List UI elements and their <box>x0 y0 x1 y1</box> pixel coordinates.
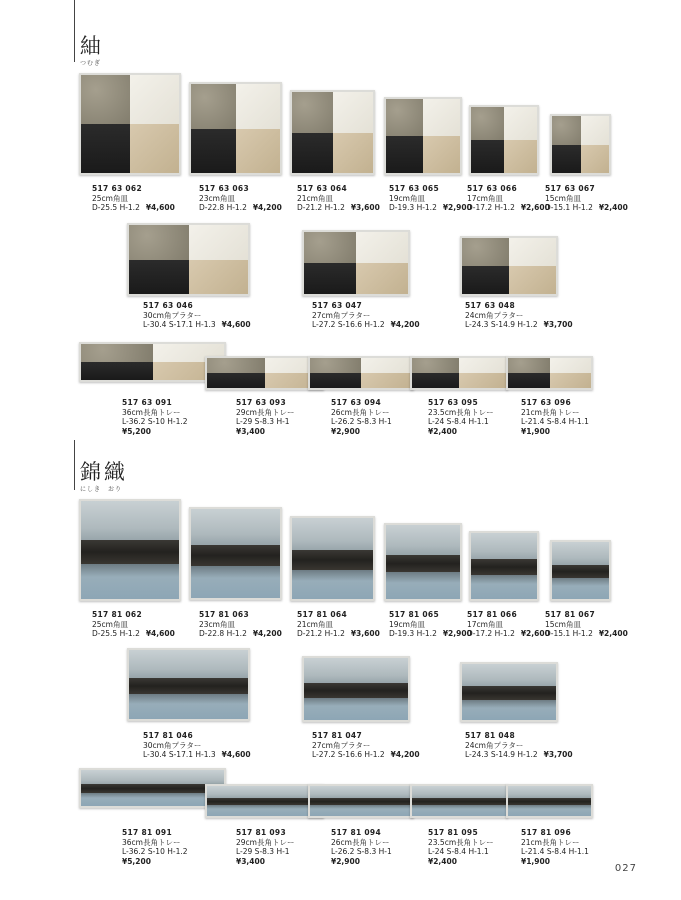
product-photo <box>469 105 539 175</box>
product-caption <box>143 731 251 760</box>
product-dimensions: L-30.4 S-17.1 H-1.3 <box>143 320 216 329</box>
product-dimensions: D-17.2 H-1.2 <box>467 203 515 212</box>
product-caption <box>467 184 550 213</box>
product-dimensions: L-27.2 S-16.6 H-1.2 <box>312 320 385 329</box>
product-photo <box>308 356 414 390</box>
product-dimensions: L-29 S-8.3 H-1 <box>236 417 290 426</box>
product-caption <box>312 301 420 330</box>
product-dimensions: L-27.2 S-16.6 H-1.2 <box>312 750 385 759</box>
product-dimensions: D-15.1 H-1.2 <box>545 629 593 638</box>
product-code: 517 81 095 <box>428 828 478 837</box>
product-caption <box>331 828 392 866</box>
product-caption <box>428 828 494 866</box>
product-name: 21cm長角トレー <box>521 837 580 847</box>
product-dimensions: L-30.4 S-17.1 H-1.3 <box>143 750 216 759</box>
product-price: ¥2,400 <box>598 629 628 638</box>
product-name: 24cm角プラター <box>465 310 524 320</box>
product-code: 517 81 094 <box>331 828 381 837</box>
product-price: ¥4,600 <box>221 750 251 759</box>
product-caption <box>545 184 628 213</box>
product-caption <box>465 301 573 330</box>
product-name: 29cm長角トレー <box>236 837 295 847</box>
product-price: ¥2,900 <box>442 203 472 212</box>
product-price: ¥3,600 <box>350 629 380 638</box>
product-caption <box>122 398 188 436</box>
product-photo <box>189 507 282 600</box>
product-dimensions: L-24 S-8.4 H-1.1 <box>428 417 489 426</box>
product-dimensions: D-25.5 H-1.2 <box>92 203 140 212</box>
product-photo <box>550 114 611 175</box>
product-dimensions: L-26.2 S-8.3 H-1 <box>331 417 392 426</box>
product-price: ¥2,400 <box>428 856 457 866</box>
product-code: 517 81 096 <box>521 828 571 837</box>
product-name: 36cm長角トレー <box>122 407 181 417</box>
product-name: 27cm角プラター <box>312 740 371 750</box>
product-code: 517 81 047 <box>312 731 362 740</box>
product-dimensions: L-36.2 S-10 H-1.2 <box>122 417 188 426</box>
product-caption <box>297 610 380 639</box>
product-photo <box>506 784 593 818</box>
product-code: 517 81 067 <box>545 610 595 619</box>
product-code: 517 81 062 <box>92 610 142 619</box>
product-caption <box>389 184 472 213</box>
product-code: 517 81 065 <box>389 610 439 619</box>
product-name: 23cm角皿 <box>199 619 235 629</box>
product-price: ¥4,200 <box>390 320 420 329</box>
product-dimensions: L-24.3 S-14.9 H-1.2 <box>465 750 538 759</box>
product-caption <box>521 828 589 866</box>
product-name: 27cm角プラター <box>312 310 371 320</box>
product-caption <box>545 610 628 639</box>
product-price: ¥2,400 <box>428 426 457 436</box>
product-name: 36cm長角トレー <box>122 837 181 847</box>
page-number: 027 <box>614 863 637 874</box>
product-name: 24cm角プラター <box>465 740 524 750</box>
product-price: ¥3,700 <box>543 320 573 329</box>
product-photo <box>410 784 508 818</box>
product-price: ¥2,600 <box>520 203 550 212</box>
product-photo <box>79 499 181 601</box>
product-photo <box>127 223 250 296</box>
product-caption <box>467 610 550 639</box>
product-photo <box>290 90 375 175</box>
section-divider-line <box>74 440 75 490</box>
product-name: 17cm角皿 <box>467 193 503 203</box>
product-photo <box>302 230 410 296</box>
product-dimensions: D-19.3 H-1.2 <box>389 629 437 638</box>
product-dimensions: L-26.2 S-8.3 H-1 <box>331 847 392 856</box>
product-name: 17cm角皿 <box>467 619 503 629</box>
product-dimensions: L-24 S-8.4 H-1.1 <box>428 847 489 856</box>
product-code: 517 81 063 <box>199 610 249 619</box>
section-divider-line <box>74 0 75 62</box>
product-dimensions: D-19.3 H-1.2 <box>389 203 437 212</box>
product-price: ¥2,400 <box>598 203 628 212</box>
product-name: 26cm長角トレー <box>331 837 390 847</box>
product-price: ¥3,700 <box>543 750 573 759</box>
product-photo <box>290 516 375 601</box>
product-photo <box>79 342 226 382</box>
product-caption <box>297 184 380 213</box>
product-code: 517 63 094 <box>331 398 381 407</box>
product-caption <box>331 398 392 436</box>
product-dimensions: D-21.2 H-1.2 <box>297 629 345 638</box>
product-dimensions: D-21.2 H-1.2 <box>297 203 345 212</box>
product-photo <box>384 97 462 175</box>
product-price: ¥2,900 <box>442 629 472 638</box>
product-name: 26cm長角トレー <box>331 407 390 417</box>
product-price: ¥4,200 <box>252 629 282 638</box>
product-photo <box>410 356 508 390</box>
product-name: 29cm長角トレー <box>236 407 295 417</box>
product-code: 517 63 048 <box>465 301 515 310</box>
product-name: 15cm角皿 <box>545 619 581 629</box>
product-price: ¥4,600 <box>145 203 175 212</box>
product-code: 517 63 093 <box>236 398 286 407</box>
product-dimensions: D-15.1 H-1.2 <box>545 203 593 212</box>
product-code: 517 63 064 <box>297 184 347 193</box>
product-price: ¥4,200 <box>390 750 420 759</box>
product-name: 19cm角皿 <box>389 619 425 629</box>
product-code: 517 63 095 <box>428 398 478 407</box>
product-dimensions: L-21.4 S-8.4 H-1.1 <box>521 847 589 856</box>
product-price: ¥3,600 <box>350 203 380 212</box>
product-price: ¥4,600 <box>221 320 251 329</box>
product-name: 23cm角皿 <box>199 193 235 203</box>
product-caption <box>465 731 573 760</box>
section-ruby: つむぎ <box>80 60 102 67</box>
product-code: 517 63 066 <box>467 184 517 193</box>
product-caption <box>236 828 294 866</box>
product-photo <box>127 648 250 721</box>
product-caption <box>389 610 472 639</box>
product-photo <box>550 540 611 601</box>
product-caption <box>143 301 251 330</box>
product-dimensions: L-21.4 S-8.4 H-1.1 <box>521 417 589 426</box>
product-photo <box>460 236 558 296</box>
product-photo <box>460 662 558 722</box>
product-code: 517 63 096 <box>521 398 571 407</box>
product-photo <box>384 523 462 601</box>
product-dimensions: D-17.2 H-1.2 <box>467 629 515 638</box>
product-name: 21cm角皿 <box>297 619 333 629</box>
product-price: ¥5,200 <box>122 426 151 436</box>
product-dimensions: L-36.2 S-10 H-1.2 <box>122 847 188 856</box>
product-code: 517 63 047 <box>312 301 362 310</box>
product-name: 19cm角皿 <box>389 193 425 203</box>
product-name: 23.5cm長角トレー <box>428 407 494 417</box>
product-code: 517 63 063 <box>199 184 249 193</box>
product-name: 21cm長角トレー <box>521 407 580 417</box>
product-code: 517 81 091 <box>122 828 172 837</box>
product-caption <box>199 184 282 213</box>
section-title: 紬 <box>80 34 104 58</box>
product-code: 517 63 091 <box>122 398 172 407</box>
product-price: ¥2,600 <box>520 629 550 638</box>
product-photo <box>189 82 282 175</box>
product-name: 21cm角皿 <box>297 193 333 203</box>
product-photo <box>79 73 181 175</box>
product-photo <box>308 784 414 818</box>
product-price: ¥2,900 <box>331 856 360 866</box>
product-price: ¥3,400 <box>236 856 265 866</box>
product-name: 25cm角皿 <box>92 619 128 629</box>
section-ruby: にしき おり <box>80 486 123 493</box>
product-dimensions: D-25.5 H-1.2 <box>92 629 140 638</box>
product-name: 30cm角プラター <box>143 740 202 750</box>
section-title: 錦織 <box>80 460 128 484</box>
product-caption <box>199 610 282 639</box>
product-code: 517 81 064 <box>297 610 347 619</box>
product-name: 15cm角皿 <box>545 193 581 203</box>
product-code: 517 63 067 <box>545 184 595 193</box>
product-caption <box>428 398 494 436</box>
product-photo <box>469 531 539 601</box>
product-code: 517 81 093 <box>236 828 286 837</box>
product-price: ¥1,900 <box>521 426 550 436</box>
product-photo <box>302 656 410 722</box>
product-price: ¥4,200 <box>252 203 282 212</box>
product-caption <box>92 610 175 639</box>
product-name: 30cm角プラター <box>143 310 202 320</box>
product-name: 25cm角皿 <box>92 193 128 203</box>
product-price: ¥1,900 <box>521 856 550 866</box>
product-caption <box>312 731 420 760</box>
product-price: ¥2,900 <box>331 426 360 436</box>
product-dimensions: D-22.8 H-1.2 <box>199 203 247 212</box>
product-dimensions: D-22.8 H-1.2 <box>199 629 247 638</box>
product-price: ¥5,200 <box>122 856 151 866</box>
product-code: 517 81 046 <box>143 731 193 740</box>
product-caption <box>92 184 175 213</box>
product-code: 517 63 062 <box>92 184 142 193</box>
product-code: 517 81 066 <box>467 610 517 619</box>
product-dimensions: L-24.3 S-14.9 H-1.2 <box>465 320 538 329</box>
product-name: 23.5cm長角トレー <box>428 837 494 847</box>
product-dimensions: L-29 S-8.3 H-1 <box>236 847 290 856</box>
product-photo <box>506 356 593 390</box>
product-price: ¥3,400 <box>236 426 265 436</box>
product-code: 517 63 065 <box>389 184 439 193</box>
product-code: 517 81 048 <box>465 731 515 740</box>
product-price: ¥4,600 <box>145 629 175 638</box>
product-caption <box>122 828 188 866</box>
product-caption <box>236 398 294 436</box>
product-caption <box>521 398 589 436</box>
product-code: 517 63 046 <box>143 301 193 310</box>
product-photo <box>205 784 324 818</box>
product-photo <box>205 356 324 390</box>
product-photo <box>79 768 226 808</box>
